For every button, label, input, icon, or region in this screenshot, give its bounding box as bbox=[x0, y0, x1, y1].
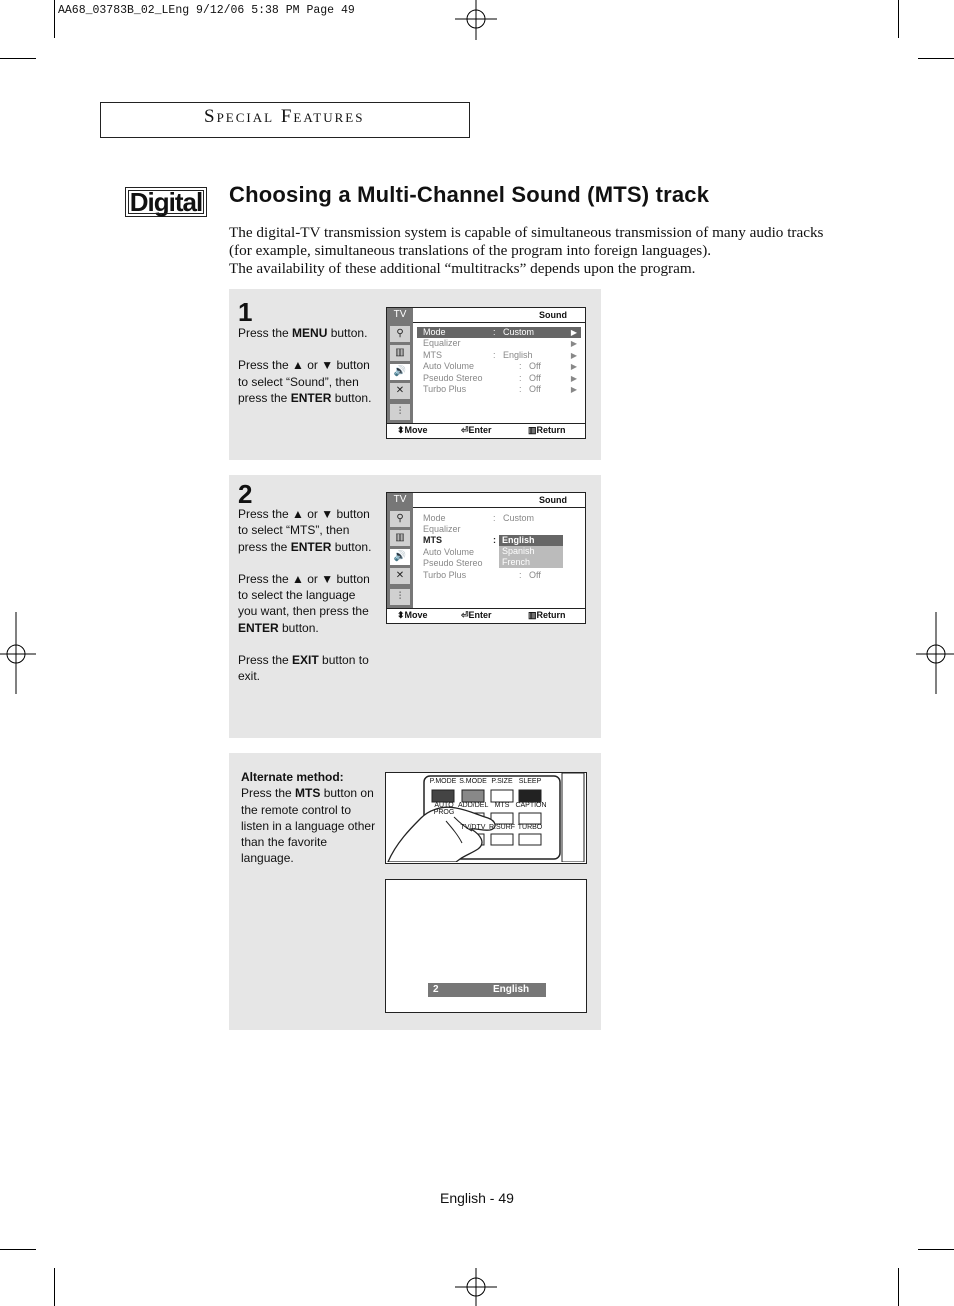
osd-footer bbox=[387, 608, 585, 623]
section-title: Special Features bbox=[204, 106, 365, 127]
current-language: English bbox=[493, 984, 530, 995]
osd-row-pseudo-stereo[interactable]: Pseudo Stereo bbox=[423, 558, 483, 568]
digital-logo: Digital bbox=[125, 187, 207, 217]
step-number: 2 bbox=[238, 479, 253, 509]
intro-text bbox=[229, 224, 829, 278]
crop-mark bbox=[0, 1249, 36, 1250]
osd-row-auto-volume[interactable]: Auto Volume : Off ▶ bbox=[423, 361, 577, 371]
rsurf-label: R.SURF bbox=[488, 824, 516, 831]
language-option-french[interactable]: French bbox=[502, 557, 531, 567]
language-option-spanish[interactable]: Spanish bbox=[502, 546, 535, 556]
setup-icon: ⫶ bbox=[390, 404, 410, 420]
turbo-label: TURBO bbox=[517, 824, 543, 831]
crop-mark bbox=[54, 0, 55, 38]
page-footer: English - 49 bbox=[440, 1190, 514, 1206]
pmode-label: P.MODE bbox=[429, 778, 457, 785]
osd-row-mts[interactable]: MTS : English ▶ bbox=[423, 350, 577, 360]
registration-mark-right bbox=[916, 612, 954, 694]
osd-title: Sound bbox=[539, 495, 567, 505]
antenna-icon: ✕ bbox=[390, 568, 410, 584]
sleep-label: SLEEP bbox=[518, 778, 542, 785]
print-header: AA68_03783B_02_LEng 9/12/06 5:38 PM Page 49 bbox=[58, 4, 355, 17]
sound-icon: 🔊 bbox=[390, 549, 410, 565]
tvdtv-label: TV/DTV bbox=[460, 824, 486, 831]
step-1-panel bbox=[229, 289, 601, 460]
sound-menu-osd bbox=[386, 307, 586, 439]
move-hint: ⬍ Move bbox=[397, 425, 428, 435]
setup-icon: ⫶ bbox=[390, 589, 410, 605]
enter-hint: ⏎ Enter bbox=[461, 610, 492, 620]
return-hint: ▥ Return bbox=[528, 425, 566, 435]
osd-row-turbo-plus[interactable]: Turbo Plus : Off bbox=[423, 570, 541, 580]
autoprog-label: AUTO PROG bbox=[433, 802, 455, 816]
mts-button[interactable]: MTS bbox=[494, 802, 510, 809]
move-hint: ⬍ Move bbox=[397, 610, 428, 620]
registration-mark-bottom bbox=[455, 1268, 497, 1306]
picture-icon: ⚲ bbox=[390, 326, 410, 342]
smode-label: S.MODE bbox=[459, 778, 487, 785]
step-number: 1 bbox=[238, 297, 253, 327]
osd-row-equalizer[interactable]: Equalizer ▶ bbox=[423, 338, 577, 348]
osd-title: Sound bbox=[539, 310, 567, 320]
intro-line-2: The availability of these additional “multitracks” depends upon the program. bbox=[229, 260, 696, 277]
osd-footer bbox=[387, 423, 585, 438]
osd-tv-label: TV bbox=[393, 309, 407, 320]
crop-mark bbox=[898, 0, 899, 38]
crop-mark bbox=[0, 58, 36, 59]
osd-row-turbo-plus[interactable]: Turbo Plus : Off ▶ bbox=[423, 384, 577, 394]
crop-mark bbox=[898, 1268, 899, 1306]
channel-icon: ▥ bbox=[390, 530, 410, 546]
osd-row-mode[interactable]: Mode : Custom ▶ bbox=[417, 327, 581, 338]
intro-line-1: The digital-TV transmission system is capable of simultaneous transmission of many audio tracks (for example, simultaneous translations of the program into foreign languages). bbox=[229, 224, 824, 259]
remote-control-illustration bbox=[385, 772, 587, 864]
osd-row-equalizer[interactable]: Equalizer bbox=[423, 524, 461, 534]
caption-label: CAPTION bbox=[515, 802, 547, 809]
osd-tv-label: TV bbox=[393, 494, 407, 505]
crop-mark bbox=[54, 1268, 55, 1306]
language-dropdown[interactable] bbox=[499, 535, 563, 568]
registration-mark-left bbox=[0, 612, 36, 694]
alternate-instructions: Alternate method: Press the MTS button on the remote control to listen in a language other than the favorite language. bbox=[241, 770, 376, 866]
osd-row-auto-volume[interactable]: Auto Volume bbox=[423, 547, 475, 557]
osd-row-mts[interactable]: MTS : bbox=[423, 535, 496, 545]
mts-menu-osd bbox=[386, 492, 586, 624]
tv-screen-illustration bbox=[385, 879, 587, 1013]
mts-status-bar bbox=[428, 983, 546, 997]
registration-mark-top bbox=[455, 0, 497, 40]
osd-row-mode[interactable]: Mode : Custom bbox=[423, 513, 535, 523]
crop-mark bbox=[918, 1249, 954, 1250]
channel-number: 2 bbox=[433, 984, 439, 995]
osd-row-pseudo-stereo[interactable]: Pseudo Stereo : Off ▶ bbox=[423, 373, 577, 383]
remote-drawing bbox=[386, 773, 585, 862]
step-1-instructions: Press the MENU button. Press the ▲ or ▼ button to select “Sound”, then press the ENTER button. bbox=[238, 326, 372, 405]
language-option-english[interactable]: English bbox=[499, 535, 563, 546]
picture-icon: ⚲ bbox=[390, 511, 410, 527]
channel-icon: ▥ bbox=[390, 345, 410, 361]
return-hint: ▥ Return bbox=[528, 610, 566, 620]
sound-icon: 🔊 bbox=[390, 364, 410, 380]
crop-mark bbox=[918, 58, 954, 59]
adddel-label: ADD/DEL bbox=[458, 802, 489, 809]
step-2-instructions: Press the ▲ or ▼ button to select “MTS”, then press the ENTER button. Press the ▲ or ▼ button to select the language you want, then press the ENTER button. Press the EXIT button to exit. bbox=[238, 507, 372, 684]
page-heading: Choosing a Multi-Channel Sound (MTS) track bbox=[229, 182, 710, 207]
psize-label: P.SIZE bbox=[491, 778, 513, 785]
antenna-icon: ✕ bbox=[390, 383, 410, 399]
step-2-panel bbox=[229, 475, 601, 738]
enter-hint: ⏎ Enter bbox=[461, 425, 492, 435]
